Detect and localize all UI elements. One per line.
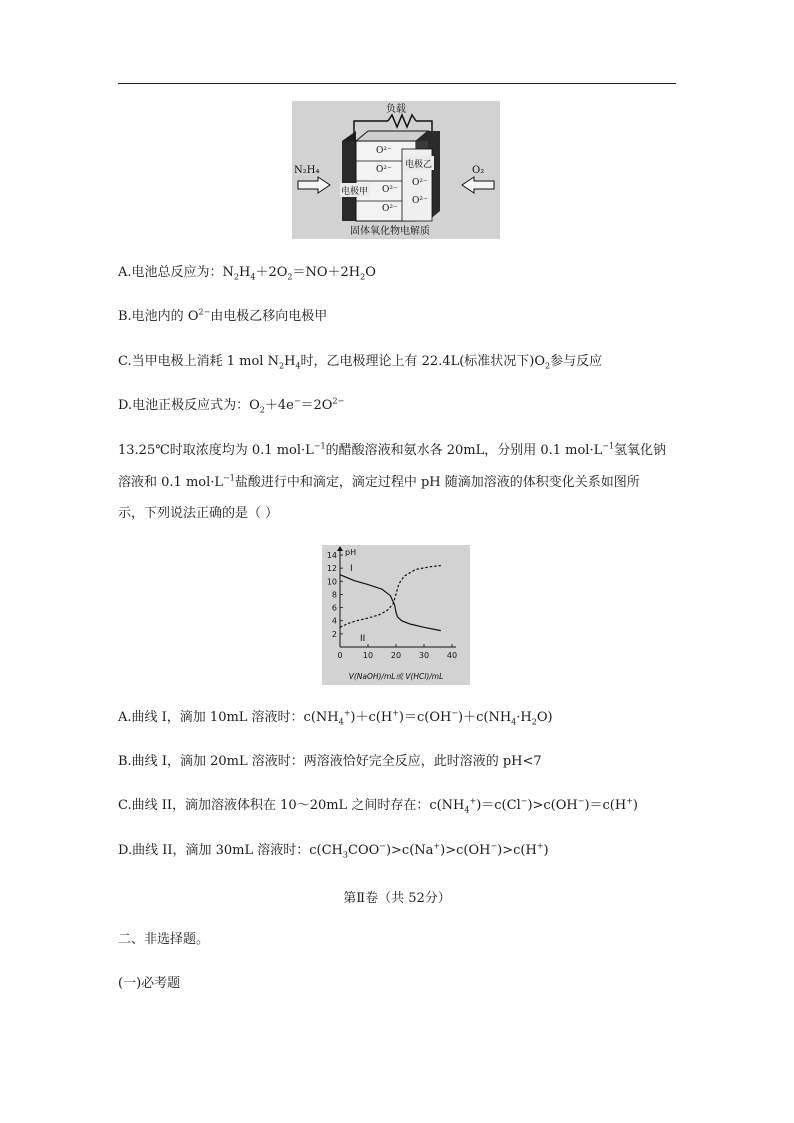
q12-option-b: B.电池内的 $O^{2-}$由电极乙移向电极甲 xyxy=(118,307,328,324)
y-axis-arrow-icon xyxy=(337,546,343,551)
resistor-icon xyxy=(388,115,416,127)
x-tick-label: 30 xyxy=(418,651,430,660)
ion-label: O²⁻ xyxy=(376,146,392,156)
y-tick-label: 6 xyxy=(331,603,337,613)
y-tick-label: 14 xyxy=(326,551,337,560)
y-tick-label: 4 xyxy=(331,616,337,626)
header-rule xyxy=(118,83,676,84)
y-axis-label: pH xyxy=(345,548,357,557)
figure-caption: 固体氧化物电解质 xyxy=(350,226,430,237)
ion-label: O²⁻ xyxy=(382,204,398,214)
load-label: 负载 xyxy=(386,104,406,115)
part-two-heading: 二、非选择题。 xyxy=(118,932,210,947)
volume-title: 第Ⅱ卷（共 52分） xyxy=(343,891,451,906)
y-tick-label: 10 xyxy=(326,577,337,587)
q13-option-d: D.曲线 II，滴加 30mL 溶液时：$c(CH_3COO^-)>c(Na^+)>c(OH^-)>c(H^+)$ xyxy=(118,841,549,860)
y-tick-label: 2 xyxy=(331,629,337,639)
ion-label: O²⁻ xyxy=(376,165,392,175)
x-tick-label: 40 xyxy=(446,651,458,660)
y-tick-label: 8 xyxy=(331,590,337,600)
ion-label: O²⁻ xyxy=(412,196,428,206)
series-label-II: II xyxy=(360,634,366,644)
y-tick-label: 12 xyxy=(326,564,337,574)
x-tick-label: 10 xyxy=(362,651,374,660)
q13-stem-line2: 溶液和 0.1 $mol\cdot L^{-1}$盐酸进行中和滴定，滴定过程中 pH 随滴加溶液的体积变化关系如图所 xyxy=(118,473,640,490)
q13-stem-line1: 13.25℃时取浓度均为 0.1 $mol\cdot L^{-1}$的醋酸溶液和氨水各 20mL，分别用 0.1 $mol\cdot L^{-1}$氢氧化钠 xyxy=(118,441,667,458)
q12-option-c: C.当甲电极上消耗 1 mol $N_2H_4$时，乙电极理论上有 22.4L(标准状况下)$O_2$参与反应 xyxy=(118,354,603,371)
q13-option-a: A.曲线 I，滴加 10mL 溶液时：$c(NH_4^+)+c(H^+)=c(OH^-)+c(NH_4\cdot H_2O)$ xyxy=(118,708,553,727)
electrode-a-label: 电极甲 xyxy=(341,187,369,197)
q13-option-c: C.曲线 II，滴加溶液体积在 10～20mL 之间时存在：$c(NH_4^+)=c(Cl^-)>c(OH^-)=c(H^+)$ xyxy=(118,796,638,815)
o2-label: O₂ xyxy=(472,165,485,176)
n2h4-label: N₂H₄ xyxy=(294,165,320,176)
series-label-I: I xyxy=(350,564,353,574)
ion-label: O²⁻ xyxy=(412,178,428,188)
arrow-left-icon xyxy=(462,177,494,193)
x-tick-label: 0 xyxy=(337,651,343,660)
x-tick-label: 20 xyxy=(390,651,402,660)
q12-option-d: D.电池正极反应式为：$O_2+4e^-=2O^{2-}$ xyxy=(118,396,345,415)
q13-stem-line3: 示，下列说法正确的是（ ） xyxy=(118,506,279,521)
q13-option-b: B.曲线 I，滴加 20mL 溶液时：两溶液恰好完全反应，此时溶液的 pH<7 xyxy=(118,754,542,769)
arrow-right-icon xyxy=(298,177,330,193)
battery-figure xyxy=(292,101,500,239)
required-questions-heading: (一)必考题 xyxy=(118,976,181,991)
series-line-I xyxy=(340,575,441,631)
titration-chart xyxy=(322,545,470,685)
ion-label: O²⁻ xyxy=(382,185,398,195)
q12-option-a: A.电池总反应为：$N_2H_4+2O_2=NO+2H_2O$ xyxy=(118,265,376,282)
x-axis-label: V(NaOH)/mL或 V(HCl)/mL xyxy=(348,672,444,681)
electrode-b-label: 电极乙 xyxy=(405,160,433,170)
